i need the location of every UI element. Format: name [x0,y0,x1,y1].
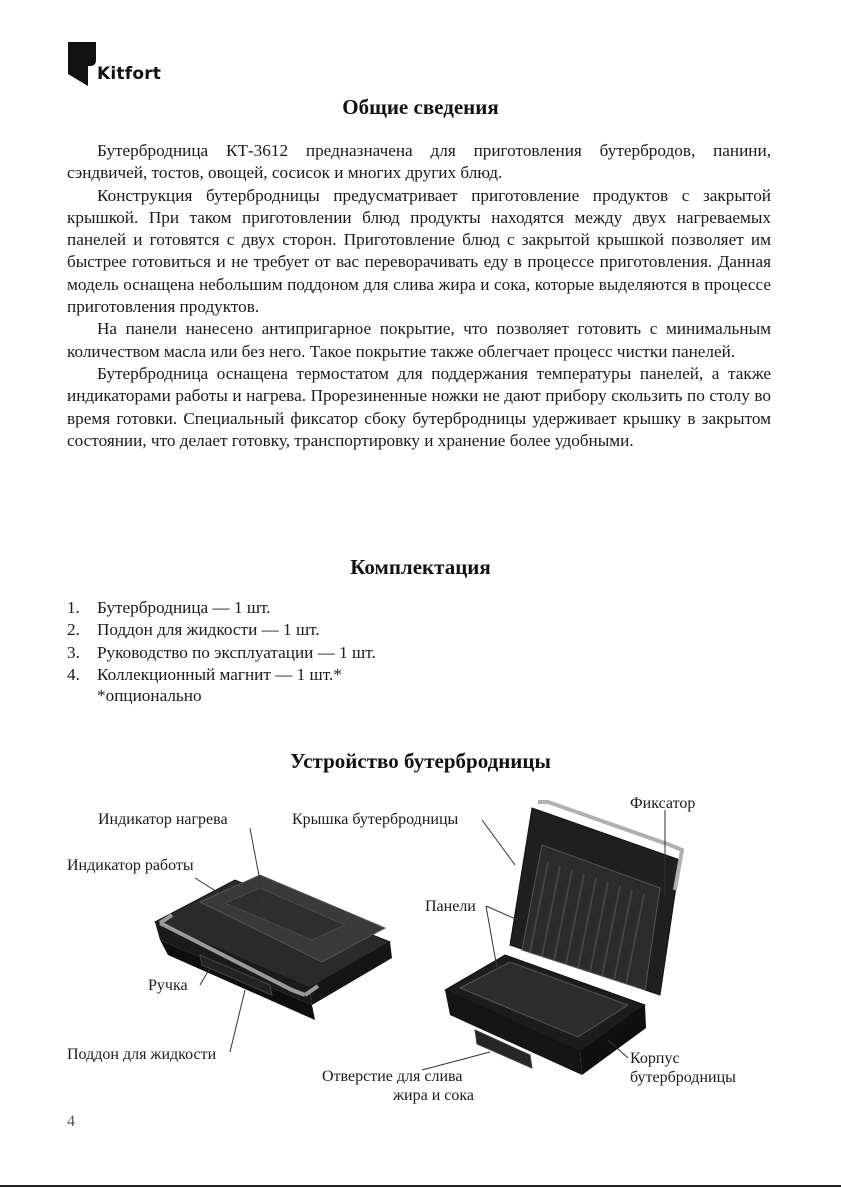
list-item: 3. Руководство по эксплуатации — 1 шт. [67,642,376,662]
label-plates: Панели [425,898,476,915]
closed-grill-icon [155,875,392,1020]
paragraph: Конструкция бутербродницы предусматривает приготовление продуктов с закрытой крышкой. При таком приготовлении блюд продукты находятся между двух нагреваемых панелей и готовятся с двух сторон. Приготовление блюд с закрытой крышкой позволяет им быстрее готовиться и не требует от вас переворачивать еду в процессе приготовления. Данная модель оснащена небольшим поддоном для слива жира и сока, которые выделяются в процессе приготовления продуктов. [67,185,771,317]
label-heat-indicator: Индикатор нагрева [98,811,228,828]
label-lid: Крышка бутербродницы [292,811,459,828]
brand-name: Kitfort [97,64,162,84]
open-grill-icon [445,802,682,1075]
paragraph: Бутербродница КТ-3612 предназначена для приготовления бутербродов, панини, сэндвичей, тостов, овощей, сосисок и многих других блюд. [67,141,771,183]
section-title-device: Устройство бутербродницы [290,749,551,773]
label-handle: Ручка [148,977,188,994]
label-body-line1: Корпус [630,1050,680,1067]
label-body-line2: бутербродницы [630,1069,736,1086]
label-latch: Фиксатор [630,795,696,812]
label-drip-tray: Поддон для жидкости [67,1046,217,1063]
page-number: 4 [67,1113,75,1130]
kit-list [67,597,376,686]
list-item: 1. Бутербродница — 1 шт. [67,598,271,617]
label-drain-hole-line2: жира и сока [393,1087,475,1104]
general-text [67,140,771,452]
list-item: 4. Коллекционный магнит — 1 шт.* [67,664,342,684]
section-title-general: Общие сведения [342,95,499,119]
section-title-kit: Комплектация [350,555,491,579]
paragraph: На панели нанесено антипригарное покрытие, что позволяет готовить с минимальным количеством масла или без него. Такое покрытие также облегчает процесс чистки панелей. [67,319,771,361]
page-edge-line [0,1185,841,1187]
kit-note: *опционально [97,686,202,705]
paragraph: Бутербродница оснащена термостатом для поддержания температуры панелей, а также индикаторами работы и нагрева. Прорезиненные ножки не дают прибору скользить по столу во время готовки. Специальный фиксатор сбоку бутербродницы удерживает крышку в закрытом состоянии, что делает готовку, транспортировку и хранение более удобными. [67,363,771,450]
label-power-indicator: Индикатор работы [67,857,194,874]
list-item: 2. Поддон для жидкости — 1 шт. [67,620,320,640]
label-drain-hole-line1: Отверстие для слива [322,1068,463,1085]
